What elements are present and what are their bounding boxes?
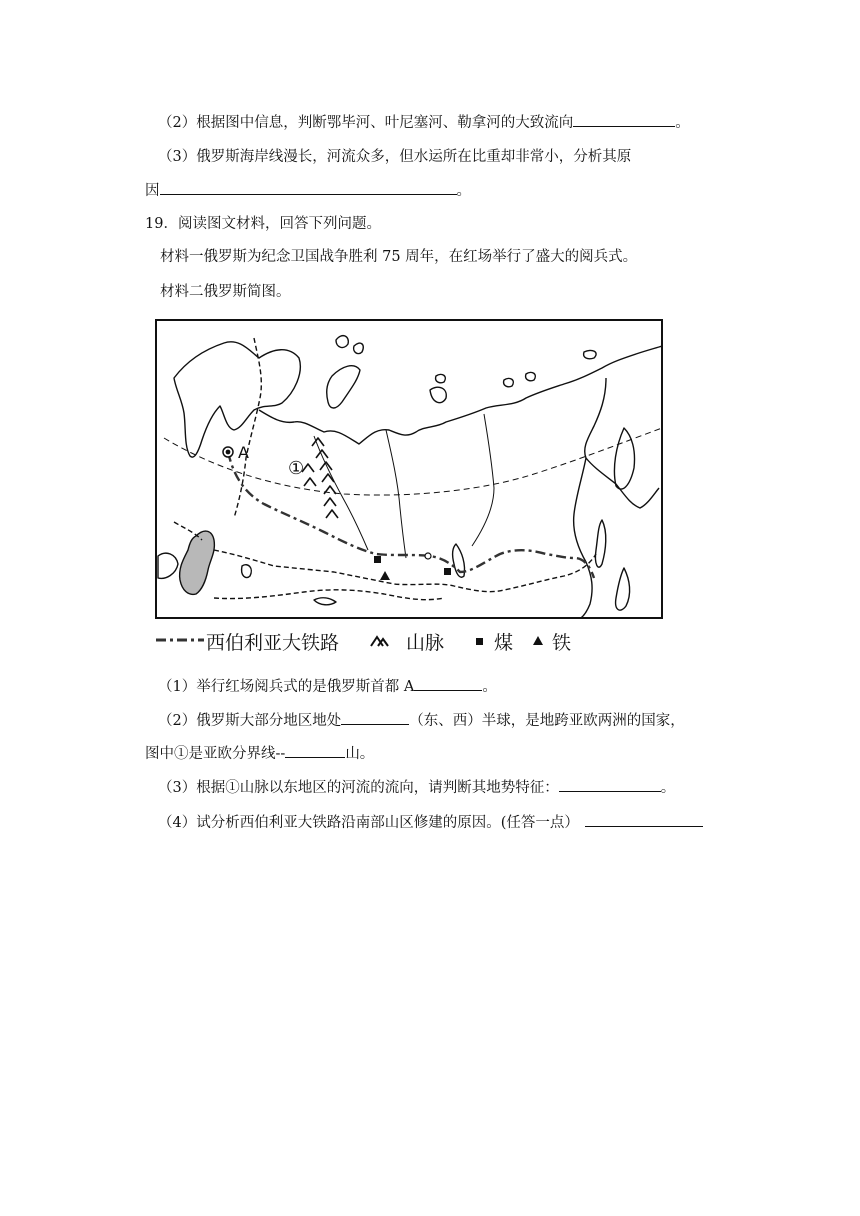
coal-marker-1	[374, 556, 381, 563]
q19-sub1-end: 。	[482, 679, 497, 695]
q19-sub1-text: （1）举行红场阅兵式的是俄罗斯首都 A	[158, 679, 415, 695]
q18-part2-end: 。	[675, 115, 690, 131]
q19-material2: 材料二俄罗斯简图。	[160, 284, 291, 300]
map-legend	[154, 626, 594, 654]
q19-sub2-line2	[145, 743, 374, 764]
legend-mountain-label: 山脉	[406, 632, 445, 654]
railway-legend-icon	[154, 632, 206, 652]
legend-railway-label: 西伯利亚大铁路	[206, 632, 340, 654]
q18-part3-end: 。	[456, 183, 471, 199]
q18-part3-start: 因	[145, 183, 160, 199]
map-frame	[156, 320, 662, 618]
q19-sub4	[158, 812, 703, 833]
q19-sub4-text: （4）试分析西伯利亚大铁路沿南部山区修建的原因。(任答一点）	[158, 815, 579, 831]
q19-sub1-answer-blank[interactable]	[414, 676, 482, 691]
map-label-1: ①	[288, 458, 305, 479]
q19-stem	[145, 214, 381, 234]
q19-sub2-mountain-blank[interactable]	[285, 743, 345, 758]
q19-sub2-text-a: （2）俄罗斯大部分地区地处	[158, 713, 342, 729]
q19-sub3-end: 。	[660, 780, 676, 796]
q19-sub3	[158, 777, 675, 798]
legend-iron-label: 铁	[552, 632, 572, 654]
q18-part3-text: （3）俄罗斯海岸线漫长，河流众多，但水运所在比重却非常小，分析其原	[158, 149, 632, 165]
iron-legend-icon	[530, 632, 546, 652]
mountain-legend-icon	[368, 630, 392, 650]
q19-sub4-answer-blank[interactable]	[585, 812, 703, 827]
q19-sub2-text-d: 山。	[345, 746, 375, 762]
map-label-a: A	[238, 443, 249, 462]
q19-stem-text: 阅读图文材料，回答下列问题。	[177, 216, 381, 232]
q18-part2-answer-blank[interactable]	[573, 112, 675, 127]
q19-sub2-text-c: 图中①是亚欧分界线--	[145, 746, 286, 762]
coal-legend-icon	[474, 632, 488, 652]
city-point	[425, 553, 431, 559]
q19-material1: 材料一俄罗斯为纪念卫国战争胜利 75 周年，在红场举行了盛大的阅兵式。	[160, 249, 638, 265]
q18-part3-answer-blank[interactable]	[160, 180, 457, 195]
legend-coal-label: 煤	[494, 632, 514, 654]
q19-number: 19．	[145, 216, 178, 232]
q19-sub2-hemisphere-blank[interactable]	[341, 710, 409, 725]
q18-part3-line1	[158, 147, 631, 167]
russia-map	[154, 318, 664, 620]
q18-part2	[158, 112, 690, 133]
coal-marker-2	[444, 568, 451, 575]
q18-part2-text: （2）根据图中信息，判断鄂毕河、叶尼塞河、勒拿河的大致流向	[158, 115, 574, 131]
q19-sub1	[158, 676, 497, 697]
q19-sub2-line1	[158, 710, 685, 731]
q19-sub2-text-b: （东、西）半球，是地跨亚欧两洲的国家，	[409, 713, 685, 729]
q18-part3-line2	[145, 180, 471, 201]
q19-sub3-answer-blank[interactable]	[559, 777, 661, 792]
q19-sub3-text: （3）根据①山脉以东地区的河流的流向，请判断其地势特征：	[158, 780, 559, 796]
